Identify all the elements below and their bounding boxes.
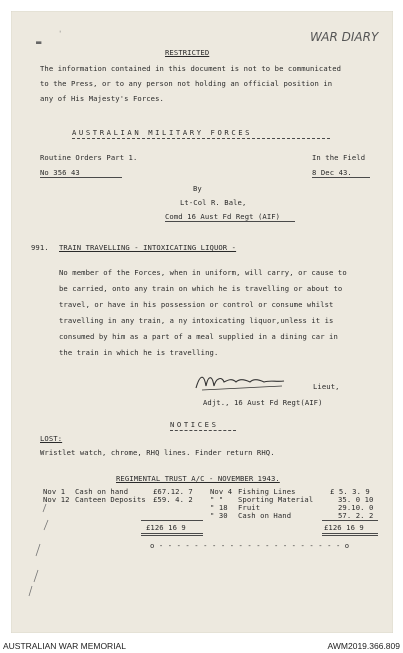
payment-desc-4: Cash on Hand (238, 511, 292, 520)
receipt-date-1: Nov 1 (43, 487, 66, 496)
signature-title: Adjt., 16 Aust Fd Regt(AIF) (203, 398, 323, 407)
item-heading: TRAIN TRAVELLING - INTOXICATING LIQUOR - (59, 243, 237, 252)
unit-title: AUSTRALIAN MILITARY FORCES (72, 128, 253, 137)
notices-underline (170, 430, 236, 431)
right-total-rule-top (322, 520, 378, 521)
payment-amount-1: £ 5. 3. 9 (330, 487, 370, 496)
receipt-amount-2: £59. 4. 2 (153, 495, 193, 504)
orders-officer: Lt-Col R. Bale, (180, 198, 247, 207)
footer-right: AWM2019.366.809 (327, 641, 400, 651)
payment-desc-2: Sporting Material (238, 495, 314, 504)
item-body-line-6: the train in which he is travelling. (59, 348, 219, 357)
notice-line-2: to the Press, or to any person not holding an official position in (40, 79, 333, 88)
total-right: £126 16 9 (324, 523, 364, 532)
left-total-rule-top (141, 520, 203, 521)
notices-heading: NOTICES (170, 420, 219, 429)
payment-amount-4: 57. 2. 2 (338, 511, 374, 520)
item-body-line-4: travelling in any train, a ny intoxicating liquor,unless it is (59, 316, 334, 325)
total-left: £126 16 9 (146, 523, 186, 532)
item-body-line-1: No member of the Forces, when in uniform, will carry, or cause to (59, 268, 347, 277)
payment-date-4: " 30 (210, 511, 228, 520)
payment-date-3: " 18 (210, 503, 228, 512)
orders-command: Comd 16 Aust Fd Regt (AIF) (165, 212, 281, 221)
orders-by: By (193, 184, 202, 193)
signature (192, 370, 292, 392)
tick-mark: ˈ (58, 30, 63, 38)
signature-rank: Lieut, (313, 382, 340, 391)
payment-desc-1: Fishing Lines (238, 487, 296, 496)
right-total-rule-bottom (322, 533, 378, 536)
item-number: 991. (31, 243, 49, 252)
payment-date-2: " " (210, 495, 224, 504)
payment-date-1: Nov 4 (210, 487, 233, 496)
receipt-desc-2: Canteen Deposits (75, 495, 146, 504)
handwritten-note: WAR DIARY (310, 30, 379, 44)
orders-number: No 356 43 (40, 168, 80, 177)
payment-desc-3: Fruit (238, 503, 261, 512)
end-divider: o - - - - - - - - - - - - - - - - - - - - - o (150, 541, 350, 550)
notice-line-3: any of His Majesty's Forces. (40, 94, 164, 103)
orders-location: In the Field (312, 153, 366, 162)
item-body-line-3: travel, or have in his possession or control or consume whilst (59, 300, 334, 309)
lost-text: Wristlet watch, chrome, RHQ lines. Finder return RHQ. (40, 448, 275, 457)
payment-amount-2: 35. 0 10 (338, 495, 374, 504)
orders-date-underline (312, 177, 370, 178)
command-underline (165, 221, 295, 222)
lost-heading: LOST: (40, 434, 63, 443)
receipt-date-2: Nov 12 (43, 495, 70, 504)
item-body-line-2: be carried, onto any train on which he is travelling or about to (59, 284, 343, 293)
notice-line-1: The information contained in this document is not to be communicated (40, 64, 342, 73)
punch-mark: ▬ (36, 38, 42, 48)
receipt-desc-1: Cash on hand (75, 487, 129, 496)
pencil-marks (26, 500, 56, 600)
footer-left: AUSTRALIAN WAR MEMORIAL (3, 641, 126, 651)
footer-bar (0, 636, 403, 653)
orders-number-underline (40, 177, 122, 178)
unit-title-underline (72, 138, 330, 139)
orders-part: Routine Orders Part 1. (40, 153, 138, 162)
left-total-rule-bottom (141, 533, 203, 536)
trust-heading: REGIMENTAL TRUST A/C - NOVEMBER 1943. (116, 474, 280, 483)
payment-amount-3: 29.10. 0 (338, 503, 374, 512)
orders-date: 8 Dec 43. (312, 168, 352, 177)
receipt-amount-1: £67.12. 7 (153, 487, 193, 496)
restricted-label: RESTRICTED (165, 48, 210, 57)
item-body-line-5: consumed by him as a part of a meal supplied in a dining car in (59, 332, 338, 341)
